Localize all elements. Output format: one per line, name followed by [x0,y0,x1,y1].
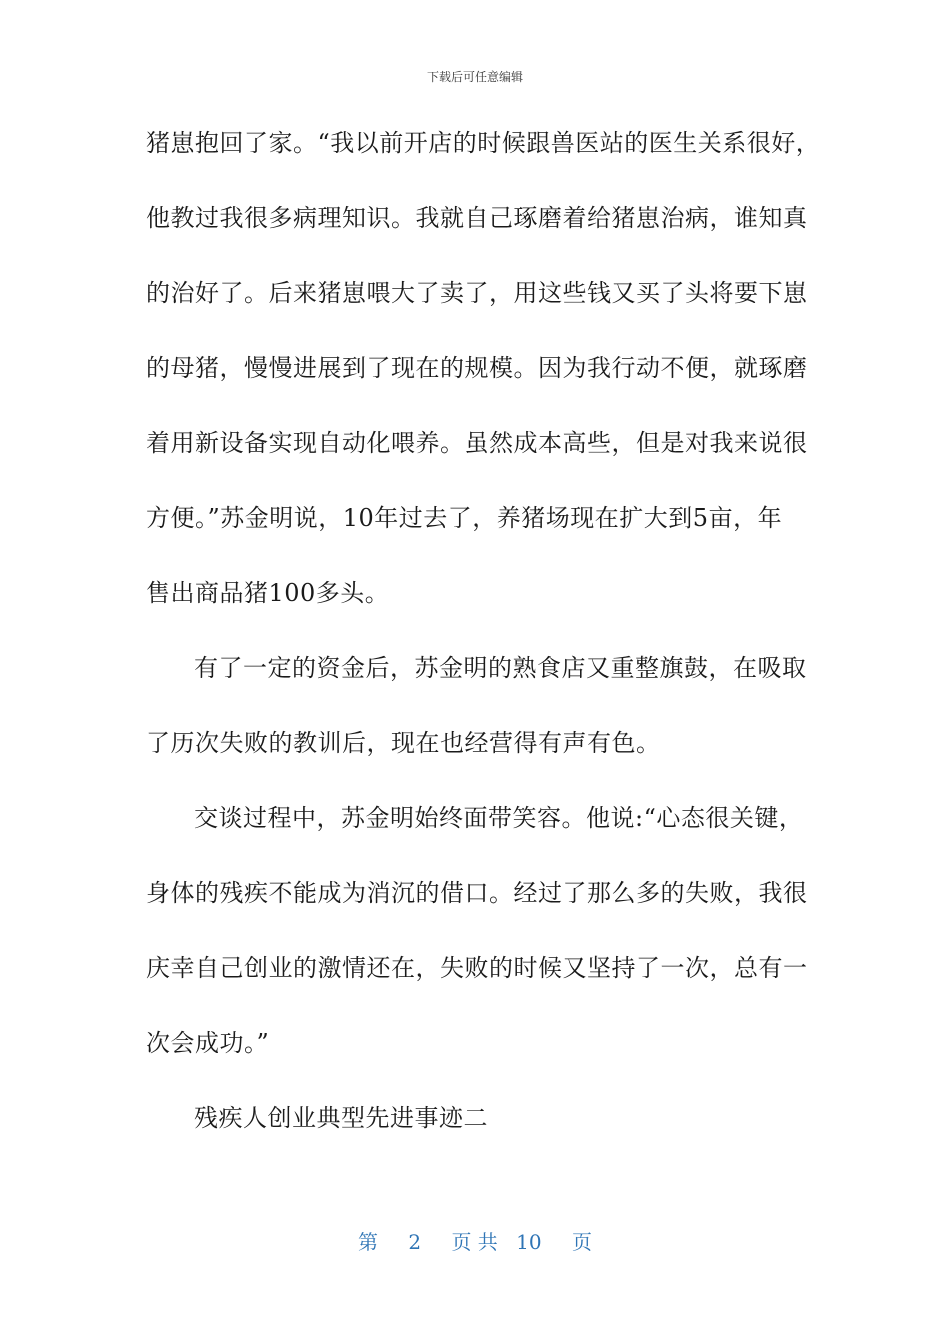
body-line: 的治好了。后来猪崽喂大了卖了，用这些钱又买了头将要下崽 [146,279,808,307]
body-line: 方便。”苏金明说，10年过去了，养猪场现在扩大到5亩，年 [146,504,783,532]
body-line: 身体的残疾不能成为消沉的借口。经过了那么多的失败，我很 [146,879,808,907]
document-body [146,120,821,1170]
body-line: 猪崽抱回了家。“我以前开店的时候跟兽医站的医生关系很好， [146,129,821,157]
footer-suffix: 页 [571,1230,592,1254]
paragraph-first-line: 有了一定的资金后，苏金明的熟食店又重整旗鼓，在吸取 [194,654,807,682]
body-line: 庆幸自己创业的激情还在，失败的时候又坚持了一次，总有一 [146,954,808,982]
body-line: 他教过我很多病理知识。我就自己琢磨着给猪崽治病，谁知真 [146,204,808,232]
body-line: 的母猪，慢慢进展到了现在的规模。因为我行动不便，就琢磨 [146,354,808,382]
body-line: 了历次失败的教训后，现在也经营得有声有色。 [146,729,661,757]
paragraph-first-line: 交谈过程中，苏金明始终面带笑容。他说:“心态很关键， [194,804,804,832]
footer-total-pages: 10 [516,1230,542,1254]
footer-middle: 页 共 [451,1230,498,1254]
footer-current-page: 2 [408,1230,422,1254]
page-footer [0,1226,950,1255]
body-line: 次会成功。” [146,1029,270,1057]
footer-prefix: 第 [358,1230,378,1254]
body-line: 售出商品猪100多头。 [146,579,390,607]
page-header-note: 下载后可任意编辑 [426,70,523,84]
section-heading: 残疾人创业典型先进事迹二 [194,1104,488,1132]
body-line: 着用新设备实现自动化喂养。虽然成本高些，但是对我来说很 [146,429,808,457]
